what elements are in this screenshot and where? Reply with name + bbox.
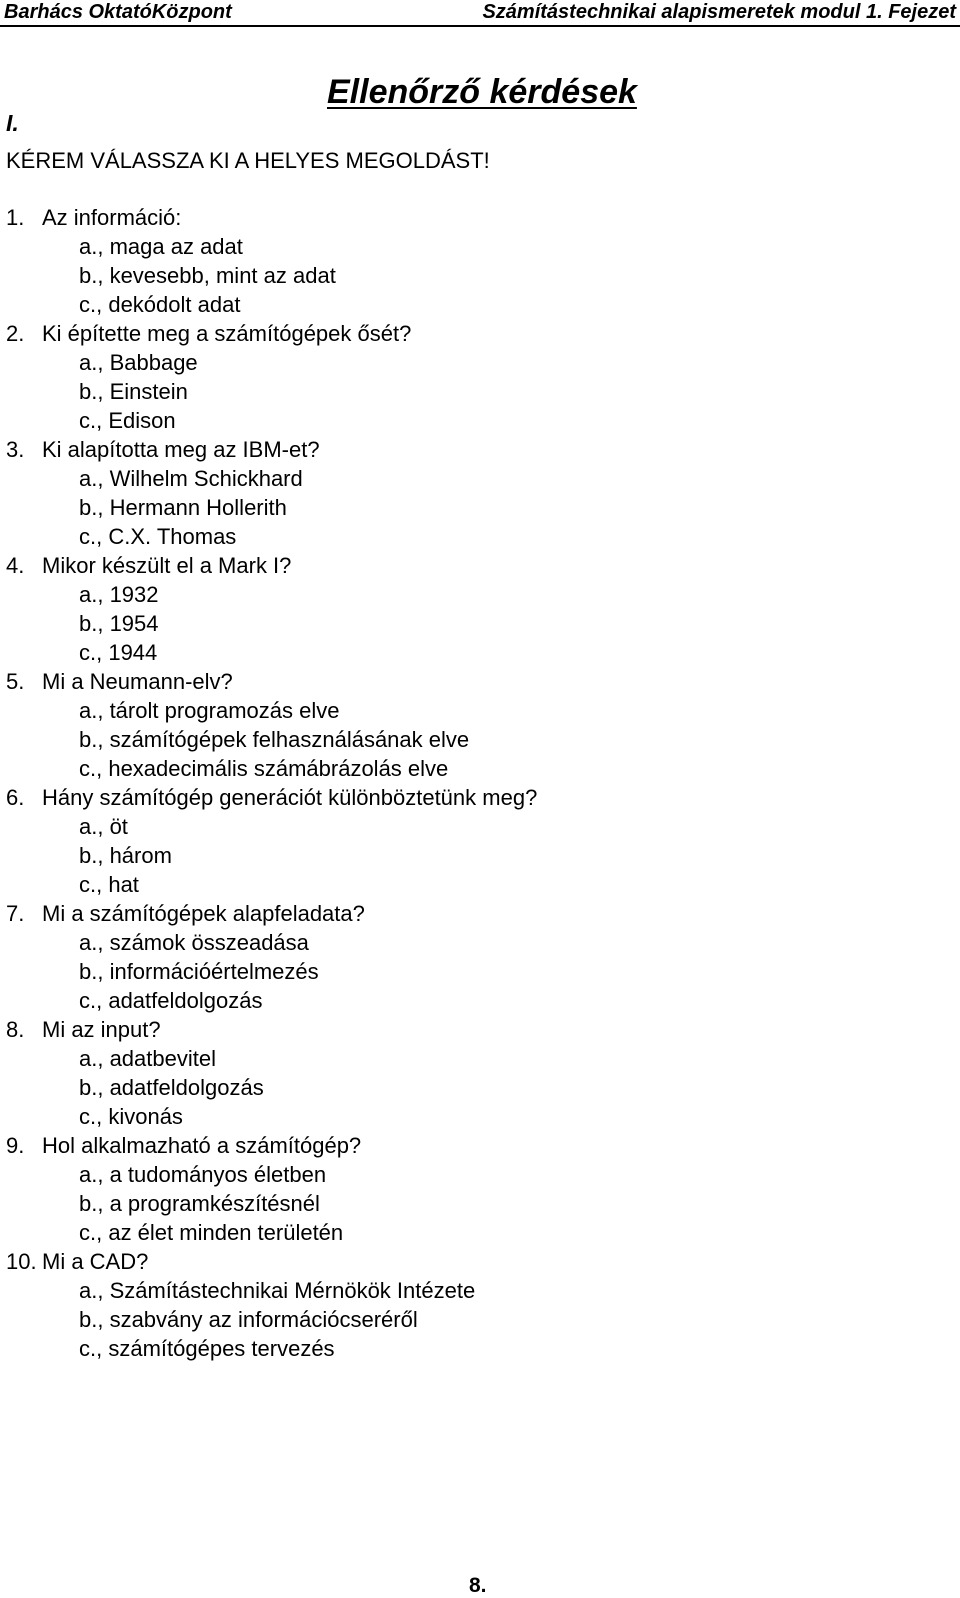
question-item: [0, 667, 475, 783]
answer-option: c., kivonás: [79, 1104, 183, 1129]
question-number: 2.: [6, 321, 25, 346]
question-number: 7.: [6, 901, 25, 926]
answer-option: c., számítógépes tervezés: [79, 1336, 335, 1361]
answer-option: a., Wilhelm Schickhard: [79, 466, 303, 491]
question-row: [0, 319, 475, 348]
answer-option: c., 1944: [79, 640, 158, 665]
question-row: [0, 203, 475, 232]
question-number: 6.: [6, 785, 25, 810]
question-item: [0, 783, 538, 899]
page-number: 8.: [469, 1574, 487, 1597]
header-left-text: Barhács OktatóKözpont: [4, 1, 232, 23]
question-text: Ki alapította meg az IBM-et?: [42, 437, 320, 462]
answer-option: b., a programkészítésnél: [79, 1191, 320, 1216]
question-number: 9.: [6, 1133, 25, 1158]
answer-option: a., maga az adat: [79, 234, 243, 259]
question-row: [0, 1015, 475, 1044]
answer-option: a., Számítástechnikai Mérnökök Intézete: [79, 1278, 476, 1303]
question-row: [0, 551, 475, 580]
answer-option: a., öt: [79, 814, 128, 839]
answer-option: a., 1932: [79, 582, 159, 607]
question-row: [0, 899, 475, 928]
answer-option: c., hexadecimális számábrázolás elve: [79, 756, 449, 781]
question-number: 10.: [6, 1249, 37, 1274]
question-text: Mi az input?: [42, 1017, 161, 1042]
question-item: [0, 551, 475, 667]
answer-option: b., 1954: [79, 611, 159, 636]
question-text: Hol alkalmazható a számítógép?: [42, 1133, 362, 1158]
answer-option: c., az élet minden területén: [79, 1220, 344, 1245]
question-number: 4.: [6, 553, 25, 578]
question-list: [0, 203, 538, 1363]
question-row: [0, 435, 475, 464]
answer-option: b., három: [79, 843, 172, 868]
answer-option: b., szabvány az információcseréről: [79, 1307, 418, 1332]
question-row: [0, 783, 538, 812]
question-item: [0, 1131, 475, 1247]
question-item: [0, 1247, 475, 1363]
question-text: Mi a Neumann-elv?: [42, 669, 233, 694]
section-label: I.: [6, 110, 19, 136]
question-text: Mi a CAD?: [42, 1249, 149, 1274]
answer-option: c., hat: [79, 872, 139, 897]
answer-option: b., számítógépek felhasználásának elve: [79, 727, 470, 752]
answer-option: a., adatbevitel: [79, 1046, 216, 1071]
instruction-text: KÉREM VÁLASSZA KI A HELYES MEGOLDÁST!: [6, 148, 490, 173]
question-item: [0, 435, 475, 551]
page-title: Ellenőrző kérdések: [327, 73, 637, 111]
answer-option: a., tárolt programozás elve: [79, 698, 340, 723]
question-number: 5.: [6, 669, 25, 694]
question-item: [0, 1015, 475, 1131]
header-right-text: Számítástechnikai alapismeretek modul 1. Fejezet: [482, 1, 956, 23]
question-row: [0, 667, 475, 696]
question-text: Az információ:: [42, 205, 182, 230]
answer-option: c., C.X. Thomas: [79, 524, 237, 549]
question-number: 1.: [6, 205, 25, 230]
answer-option: a., a tudományos életben: [79, 1162, 327, 1187]
question-row: [0, 1131, 475, 1160]
question-item: [0, 899, 475, 1015]
question-row: [0, 1247, 475, 1276]
question-number: 8.: [6, 1017, 25, 1042]
answer-option: c., adatfeldolgozás: [79, 988, 263, 1013]
answer-option: b., Hermann Hollerith: [79, 495, 287, 520]
question-text: Mi a számítógépek alapfeladata?: [42, 901, 365, 926]
answer-option: b., információértelmezés: [79, 959, 319, 984]
answer-option: c., dekódolt adat: [79, 292, 241, 317]
answer-option: c., Edison: [79, 408, 176, 433]
question-item: [0, 203, 475, 319]
question-text: Ki építette meg a számítógépek ősét?: [42, 321, 412, 346]
answer-option: b., adatfeldolgozás: [79, 1075, 264, 1100]
answer-option: a., Babbage: [79, 350, 198, 375]
question-text: Hány számítógép generációt különböztetünk meg?: [42, 785, 538, 810]
answer-option: b., kevesebb, mint az adat: [79, 263, 336, 288]
page-header: [0, 0, 960, 27]
answer-option: b., Einstein: [79, 379, 188, 404]
question-text: Mikor készült el a Mark I?: [42, 553, 292, 578]
question-number: 3.: [6, 437, 25, 462]
question-item: [0, 319, 475, 435]
answer-option: a., számok összeadása: [79, 930, 309, 955]
